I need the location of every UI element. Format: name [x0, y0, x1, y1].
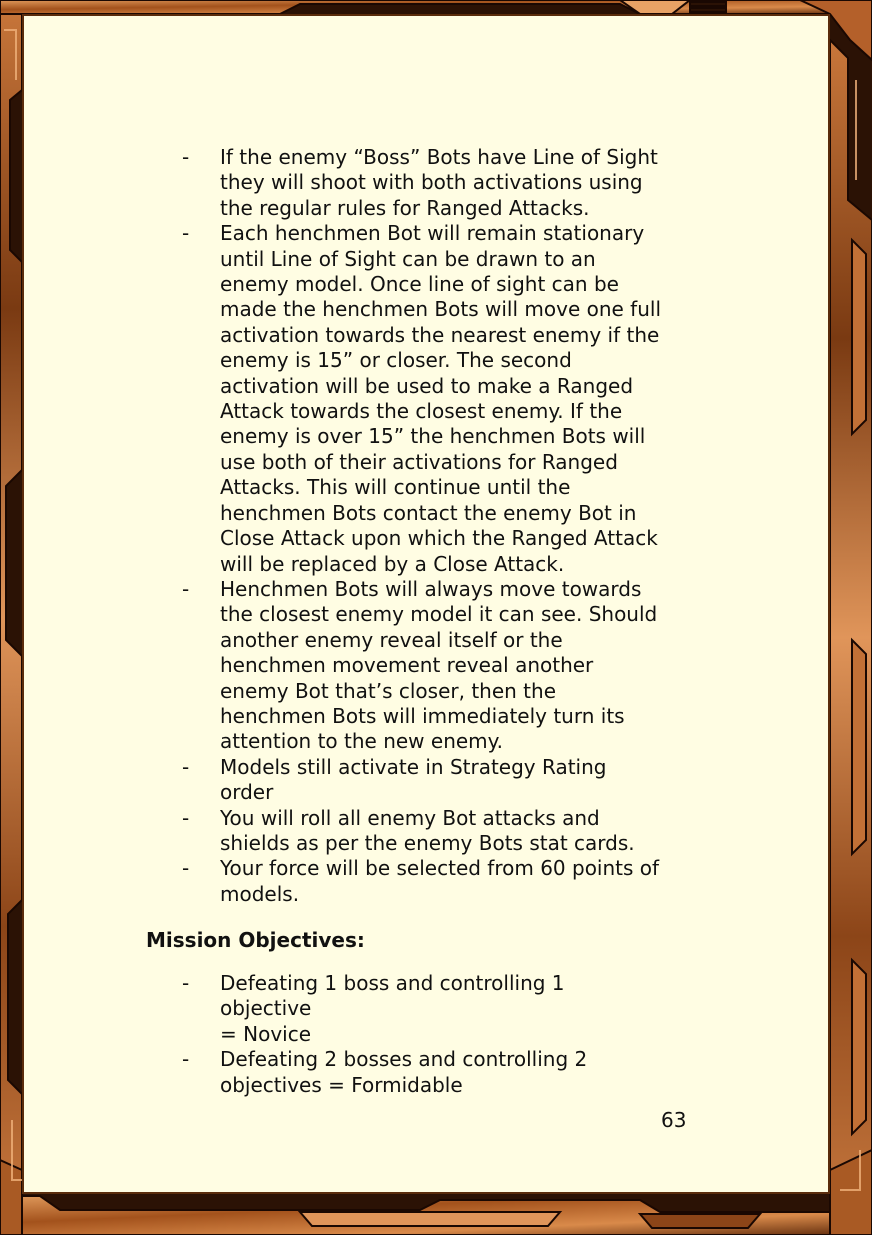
bullet-line: enemy Bot that’s closer, then the — [220, 678, 556, 703]
bullet-line: another enemy reveal itself or the — [220, 627, 563, 652]
bullet-line: objectives = Formidable — [220, 1072, 463, 1097]
bullet-dash: - — [182, 576, 190, 601]
bullet-line: henchmen Bots will immediately turn its — [220, 703, 625, 728]
bullet-line: = Novice — [220, 1021, 312, 1046]
bullet-line: models. — [220, 881, 300, 906]
bullet-line: Attack towards the closest enemy. If the — [220, 399, 623, 424]
rules-bullet-list — [182, 145, 662, 907]
bullet-dash: - — [182, 145, 190, 169]
list-item — [182, 856, 662, 907]
bullet-line: Henchmen Bots will always move towards — [220, 576, 642, 601]
list-item — [182, 755, 662, 806]
bullet-line: Each henchmen Bot will remain stationary — [220, 221, 645, 246]
objectives-bullet-list — [182, 971, 662, 1098]
bullet-line: they will shoot with both activations using — [220, 170, 643, 195]
bullet-line: Your force will be selected from 60 points of — [220, 856, 660, 881]
bullet-dash: - — [182, 856, 190, 881]
bullet-line: Defeating 1 boss and controlling 1 objective — [220, 971, 565, 1021]
bullet-line: activation towards the nearest enemy if the — [220, 322, 660, 347]
bullet-dash: - — [182, 1047, 190, 1072]
bullet-line: henchmen Bots contact the enemy Bot in — [220, 500, 637, 525]
list-item — [182, 145, 662, 221]
mission-objectives-heading: Mission Objectives: — [146, 928, 365, 952]
bullet-line: enemy is 15” or closer. The second — [220, 348, 572, 373]
bullet-line: Close Attack upon which the Ranged Attack — [220, 526, 658, 551]
bullet-line: until Line of Sight can be drawn to an — [220, 246, 596, 271]
bullet-line: If the enemy “Boss” Bots have Line of Sight — [220, 145, 658, 169]
list-item — [182, 577, 662, 755]
bullet-line: use both of their activations for Ranged — [220, 449, 618, 474]
bullet-line: enemy model. Once line of sight can be — [220, 272, 619, 297]
bullet-line: the regular rules for Ranged Attacks. — [220, 195, 590, 220]
bullet-line: shields as per the enemy Bots stat cards. — [220, 830, 635, 855]
bullet-dash: - — [182, 221, 190, 246]
list-item — [182, 971, 662, 1047]
bullet-line: henchmen movement reveal another — [220, 653, 594, 678]
list-item — [182, 806, 662, 857]
bullet-dash: - — [182, 971, 190, 995]
bullet-line: the closest enemy model it can see. Should — [220, 602, 658, 627]
bullet-dash: - — [182, 805, 190, 830]
bullet-line: order — [220, 780, 274, 805]
bullet-line: You will roll all enemy Bot attacks and — [220, 805, 600, 830]
bullet-line: will be replaced by a Close Attack. — [220, 551, 565, 576]
list-item — [182, 221, 662, 577]
bullet-line: Defeating 2 bosses and controlling 2 — [220, 1047, 588, 1072]
page-number: 63 — [661, 1108, 687, 1132]
bullet-line: activation will be used to make a Ranged — [220, 373, 634, 398]
bullet-line: made the henchmen Bots will move one full — [220, 297, 662, 322]
bullet-dash: - — [182, 754, 190, 779]
bullet-line: Models still activate in Strategy Rating — [220, 754, 607, 779]
bullet-line: Attacks. This will continue until the — [220, 475, 571, 500]
bullet-line: attention to the new enemy. — [220, 729, 504, 754]
bullet-line: enemy is over 15” the henchmen Bots will — [220, 424, 646, 449]
list-item — [182, 1047, 662, 1098]
